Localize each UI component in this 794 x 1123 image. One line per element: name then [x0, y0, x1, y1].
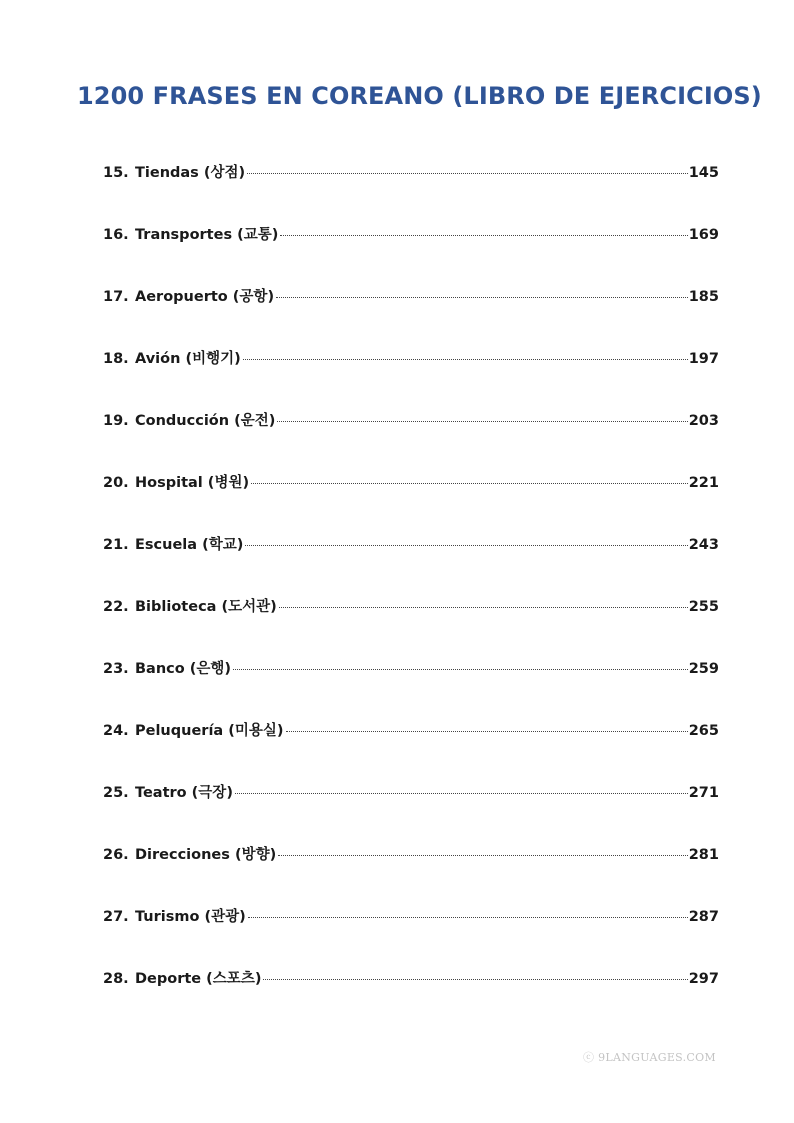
toc-entry-number: 24. — [103, 723, 129, 739]
dot-leader — [286, 730, 688, 732]
toc-entry-label: Transportes (교통) — [135, 227, 279, 243]
toc-entry[interactable] — [103, 534, 719, 596]
toc-entry-page: 197 — [688, 351, 719, 367]
toc-entry[interactable] — [103, 782, 719, 844]
dot-leader — [278, 854, 688, 856]
toc-entry-page: 185 — [688, 289, 719, 305]
toc-entry-page: 271 — [688, 785, 719, 801]
toc-entry[interactable] — [103, 348, 719, 410]
toc-entry[interactable] — [103, 162, 719, 224]
dot-leader — [277, 420, 687, 422]
dot-leader — [233, 668, 688, 670]
table-of-contents — [103, 162, 719, 1030]
dot-leader — [276, 296, 688, 298]
dot-leader — [247, 172, 688, 174]
dot-leader — [263, 978, 687, 980]
toc-entry[interactable] — [103, 968, 719, 1030]
toc-entry-label: Aeropuerto (공항) — [135, 289, 275, 305]
toc-entry-page: 297 — [688, 971, 719, 987]
toc-entry-number: 23. — [103, 661, 129, 677]
toc-entry-number: 28. — [103, 971, 129, 987]
toc-entry-label: Turismo (관광) — [135, 909, 246, 925]
toc-entry-number: 16. — [103, 227, 129, 243]
toc-entry[interactable] — [103, 410, 719, 472]
toc-entry-label: Direcciones (방향) — [135, 847, 277, 863]
toc-entry-page: 221 — [688, 475, 719, 491]
toc-entry-label: Tiendas (상점) — [135, 165, 246, 181]
toc-entry-label: Avión (비행기) — [135, 351, 241, 367]
toc-entry[interactable] — [103, 596, 719, 658]
toc-entry-number: 18. — [103, 351, 129, 367]
toc-entry-label: Teatro (극장) — [135, 785, 233, 801]
toc-entry-label: Deporte (스포츠) — [135, 971, 262, 987]
toc-entry-number: 15. — [103, 165, 129, 181]
toc-entry[interactable] — [103, 286, 719, 348]
dot-leader — [245, 544, 687, 546]
dot-leader — [280, 234, 687, 236]
dot-leader — [243, 358, 688, 360]
toc-entry-page: 281 — [688, 847, 719, 863]
page-title: 1200 FRASES EN COREANO (LIBRO DE EJERCICIOS) — [77, 82, 762, 110]
toc-entry-number: 27. — [103, 909, 129, 925]
toc-entry-label: Hospital (병원) — [135, 475, 250, 491]
toc-entry-number: 26. — [103, 847, 129, 863]
toc-entry-label: Biblioteca (도서관) — [135, 599, 277, 615]
toc-entry-label: Conducción (운전) — [135, 413, 276, 429]
toc-entry[interactable] — [103, 720, 719, 782]
toc-entry-number: 20. — [103, 475, 129, 491]
toc-entry-label: Peluquería (미용실) — [135, 723, 284, 739]
toc-entry-number: 25. — [103, 785, 129, 801]
toc-entry-label: Banco (은행) — [135, 661, 232, 677]
toc-entry[interactable] — [103, 906, 719, 968]
toc-entry-page: 203 — [688, 413, 719, 429]
toc-entry-number: 19. — [103, 413, 129, 429]
toc-entry[interactable] — [103, 844, 719, 906]
copyright-watermark: ⓒ 9LANGUAGES.COM — [583, 1051, 716, 1064]
toc-entry[interactable] — [103, 224, 719, 286]
toc-entry-page: 265 — [688, 723, 719, 739]
dot-leader — [235, 792, 688, 794]
dot-leader — [251, 482, 688, 484]
toc-entry-number: 22. — [103, 599, 129, 615]
toc-entry[interactable] — [103, 658, 719, 720]
toc-entry[interactable] — [103, 472, 719, 534]
toc-entry-number: 21. — [103, 537, 129, 553]
toc-entry-number: 17. — [103, 289, 129, 305]
dot-leader — [279, 606, 688, 608]
toc-entry-page: 287 — [688, 909, 719, 925]
toc-entry-page: 169 — [688, 227, 719, 243]
toc-entry-label: Escuela (학교) — [135, 537, 244, 553]
dot-leader — [248, 916, 688, 918]
toc-entry-page: 255 — [688, 599, 719, 615]
toc-entry-page: 259 — [688, 661, 719, 677]
toc-entry-page: 145 — [688, 165, 719, 181]
toc-entry-page: 243 — [688, 537, 719, 553]
